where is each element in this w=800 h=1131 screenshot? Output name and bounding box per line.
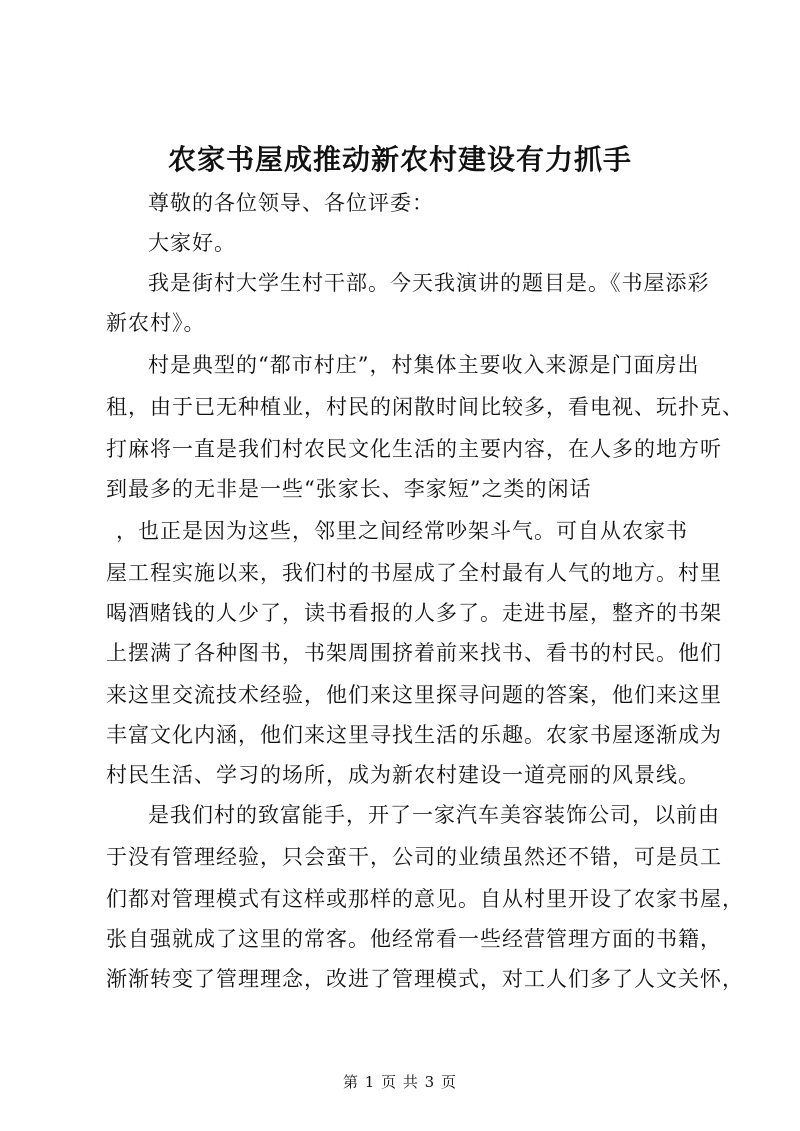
text-line: 到最多的无非是一些“张家长、李家短”之类的闲话 [106, 477, 592, 501]
text-line: 大家好。 [148, 231, 236, 255]
text-line: 打麻将一直是我们村农民文化生活的主要内容，在人多的地方听 [106, 437, 722, 461]
text-line: 于没有管理经验，只会蛮干，公司的业绩虽然还不错，可是员工 [106, 845, 722, 869]
text-line: 渐渐转变了管理理念，改进了管理模式，对工人们多了人文关怀， [106, 967, 744, 991]
text-line: 丰富文化内涵，他们来这里寻找生活的乐趣。农家书屋逐渐成为 [106, 723, 722, 747]
document-title: 农家书屋成推动新农村建设有力抓手 [167, 143, 632, 176]
text-line: 新农村》。 [106, 311, 206, 335]
page-number-footer: 第 1 页 共 3 页 [343, 1073, 457, 1091]
text-line: 尊敬的各位领导、各位评委： [148, 191, 434, 215]
text-line: 屋工程实施以来，我们村的书屋成了全村最有人气的地方。村里 [106, 561, 722, 585]
text-line: 上摆满了各种图书，书架周围挤着前来找书、看书的村民。他们 [106, 641, 722, 665]
text-line: ，也正是因为这些，邻里之间经常吵架斗气。可自从农家书 [116, 519, 688, 543]
text-line: 村是典型的“都市村庄”，村集体主要收入来源是门面房出 [148, 353, 700, 377]
text-line: 我是街村大学生村干部。今天我演讲的题目是。《书屋添彩 [148, 271, 710, 295]
text-line: 喝酒赌钱的人少了，读书看报的人多了。走进书屋，整齐的书架 [106, 601, 722, 625]
text-line: 是我们村的致富能手，开了一家汽车美容装饰公司，以前由 [148, 803, 720, 827]
text-line: 村民生活、学习的场所，成为新农村建设一道亮丽的风景线。 [106, 763, 700, 787]
text-line: 们都对管理模式有这样或那样的意见。自从村里开设了农家书屋， [106, 887, 744, 911]
text-line: 租，由于已无种植业，村民的闲散时间比较多，看电视、玩扑克、 [106, 395, 744, 419]
text-line: 来这里交流技术经验，他们来这里探寻问题的答案，他们来这里 [106, 683, 722, 707]
text-line: 张自强就成了这里的常客。他经常看一些经营管理方面的书籍， [106, 927, 722, 951]
